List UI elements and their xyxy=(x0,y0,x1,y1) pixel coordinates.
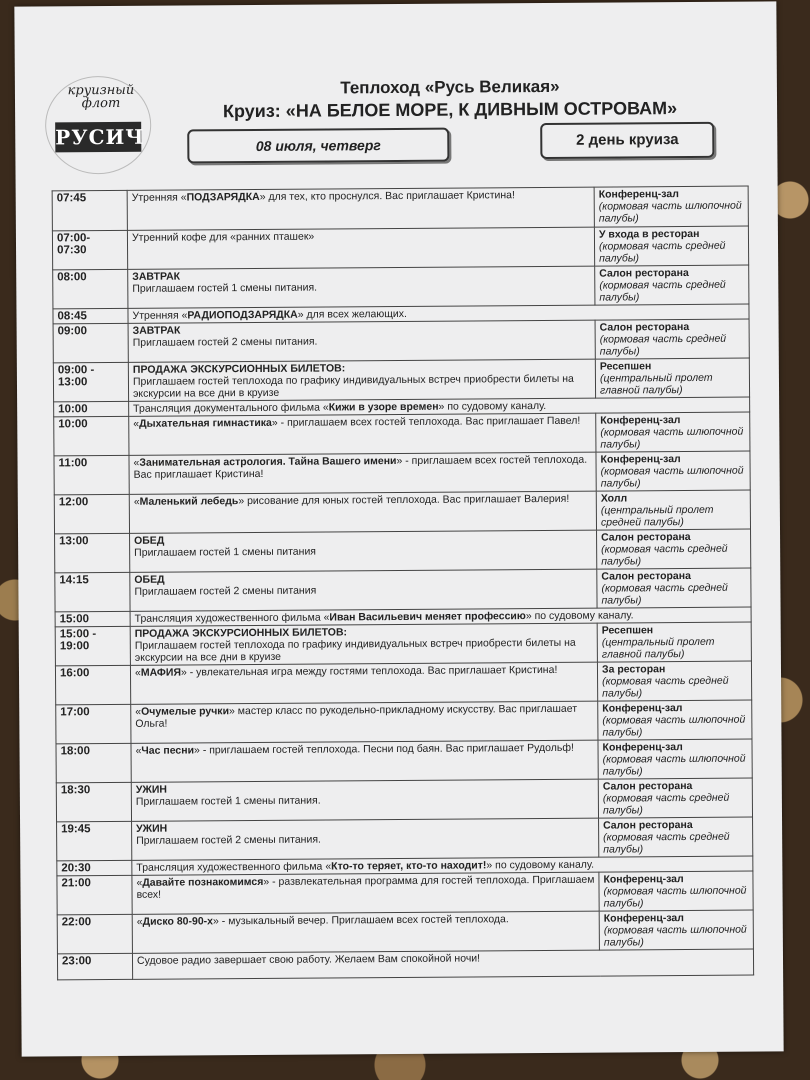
place-name: Конференц-зал xyxy=(598,188,679,201)
schedule-row xyxy=(55,568,751,612)
event-place xyxy=(595,358,749,398)
event-time: 08:00 xyxy=(53,269,128,309)
place-detail: (кормовая часть шлюпочной палубы) xyxy=(600,425,744,451)
place-name: Конференц-зал xyxy=(602,702,683,715)
schedule-row xyxy=(52,186,748,231)
cruise-title: Круиз: «НА БЕЛОЕ МОРЕ, К ДИВНЫМ ОСТРОВАМ» xyxy=(222,98,678,122)
event-place xyxy=(599,910,753,950)
place-detail: (центральный пролет средней палубы) xyxy=(600,503,714,529)
event-description: Трансляция художественного фильма «Кто-то теряет, кто-то находит!» по судовому каналу. xyxy=(132,856,753,875)
event-time: 10:00 xyxy=(54,401,129,417)
logo-caption: круизный флот xyxy=(67,82,135,112)
schedule-sheet xyxy=(14,1,783,1056)
event-place xyxy=(597,622,751,662)
event-description: «МАФИЯ» - увлекательная игра между гостями теплохода. Вас приглашает Кристина! xyxy=(130,662,597,704)
place-detail: (кормовая часть шлюпочной палубы) xyxy=(602,752,746,778)
place-detail: (центральный пролет главной палубы) xyxy=(599,371,713,397)
place-name: Ресепшен xyxy=(601,624,654,637)
event-description: «Занимательная астрология. Тайна Вашего имени» - приглашаем всех гостей теплохода. Вас приглашает Кристина! xyxy=(129,452,596,494)
event-description: ЗАВТРАК Приглашаем гостей 2 смены питания. xyxy=(128,320,595,362)
event-time: 09:00 - 13:00 xyxy=(53,362,128,402)
event-description: «Диско 80-90-х» - музыкальный вечер. Приглашаем всех гостей теплохода. xyxy=(132,911,599,953)
event-description: «Маленький лебедь» рисование для юных гостей теплохода. Вас приглашает Валерия! xyxy=(129,491,596,533)
schedule-row xyxy=(57,910,753,954)
event-time: 20:30 xyxy=(57,860,132,876)
event-description: ПРОДАЖА ЭКСКУРСИОННЫХ БИЛЕТОВ: Приглашаем гостей теплохода по графику индивидуальных встреч приобрести билеты на экскурсии на все дни в круизе xyxy=(130,623,597,665)
event-place xyxy=(597,529,751,569)
event-place xyxy=(597,568,751,608)
schedule-row xyxy=(54,451,750,495)
schedule-row xyxy=(55,529,751,573)
schedule-row xyxy=(55,661,751,705)
schedule-body xyxy=(52,186,753,980)
schedule-row xyxy=(56,778,752,822)
place-detail: (кормовая часть шлюпочной палубы) xyxy=(600,464,744,490)
event-description: Утренняя «ПОДЗАРЯДКА» для тех, кто проснулся. Вас приглашает Кристина! xyxy=(127,187,594,230)
event-place xyxy=(598,700,752,740)
event-place xyxy=(598,778,752,818)
place-detail: (кормовая часть средней палубы) xyxy=(602,791,730,817)
event-place xyxy=(595,265,749,305)
place-detail: (кормовая часть шлюпочной палубы) xyxy=(603,884,747,910)
place-name: Конференц-зал xyxy=(600,453,681,466)
schedule-row xyxy=(55,622,751,666)
place-name: Конференц-зал xyxy=(602,741,683,754)
place-detail: (кормовая часть средней палубы) xyxy=(603,830,730,856)
event-time: 13:00 xyxy=(55,533,130,573)
event-description: «Очумелые ручки» мастер класс по рукодельно-прикладному искусству. Вас приглашает Ольга! xyxy=(131,701,598,743)
event-description: ОБЕД Приглашаем гостей 2 смены питания xyxy=(130,569,597,611)
schedule-row xyxy=(57,817,753,861)
place-name: Конференц-зал xyxy=(603,873,684,886)
place-name: Салон ресторана xyxy=(603,818,693,832)
event-description: Утренний кофе для «ранних пташек» xyxy=(127,227,594,269)
place-detail: (центральный пролет главной палубы) xyxy=(601,635,715,661)
place-name: Салон ресторана xyxy=(601,530,691,544)
event-time: 19:45 xyxy=(57,821,132,861)
event-place xyxy=(596,412,750,452)
place-detail: (кормовая часть средней палубы) xyxy=(601,542,728,568)
event-place xyxy=(597,661,751,701)
place-detail: (кормовая часть средней палубы) xyxy=(599,332,727,358)
place-detail: (кормовая часть шлюпочной палубы) xyxy=(603,923,747,949)
schedule-row xyxy=(57,949,753,980)
event-place xyxy=(596,451,750,491)
schedule-row xyxy=(54,412,750,456)
place-detail: (кормовая часть шлюпочной палубы) xyxy=(598,199,742,225)
event-description: «Час песни» - приглашаем гостей теплохода. Песни под баян. Вас приглашает Рудольф! xyxy=(131,740,598,782)
event-description: Трансляция документального фильма «Кижи в узоре времен» по судовому каналу. xyxy=(129,397,750,416)
place-name: Холл xyxy=(600,492,628,505)
event-time: 14:15 xyxy=(55,572,130,612)
schedule-row xyxy=(53,319,749,363)
event-time: 07:00- 07:30 xyxy=(52,230,127,270)
event-description: ОБЕД Приглашаем гостей 1 смены питания xyxy=(130,530,597,572)
event-time: 10:00 xyxy=(54,416,129,456)
schedule-row xyxy=(57,871,753,915)
event-description: ПРОДАЖА ЭКСКУРСИОННЫХ БИЛЕТОВ: Приглашаем гостей теплохода по графику индивидуальных встреч приобрести билеты на экскурсии на все дни в круизе xyxy=(128,359,595,401)
place-detail: (кормовая часть средней палубы) xyxy=(598,239,726,265)
event-place xyxy=(596,490,750,530)
event-description: «Давайте познакомимся» - развлекательная программа для гостей теплохода. Приглашаем всех! xyxy=(132,872,599,914)
place-name: У входа в ресторан xyxy=(598,227,700,241)
event-time: 22:00 xyxy=(57,914,132,954)
event-time: 12:00 xyxy=(54,494,129,534)
event-description: «Дыхательная гимнастика» - приглашаем всех гостей теплохода. Вас приглашает Павел! xyxy=(129,413,596,455)
schedule-row xyxy=(53,265,749,309)
event-place xyxy=(594,186,748,227)
place-name: Салон ресторана xyxy=(602,779,693,793)
event-place xyxy=(599,871,753,911)
place-detail: (кормовая часть шлюпочной палубы) xyxy=(602,713,746,739)
event-time: 15:00 - 19:00 xyxy=(55,626,130,666)
cruise-day-box: 2 день круиза xyxy=(540,122,714,159)
schedule-row xyxy=(52,226,748,270)
event-place xyxy=(599,817,753,857)
event-place xyxy=(595,319,749,359)
place-detail: (кормовая часть средней палубы) xyxy=(602,674,729,700)
schedule-row xyxy=(56,700,752,744)
place-detail: (кормовая часть средней палубы) xyxy=(599,278,726,304)
event-description: Утренняя «РАДИОПОДЗАРЯДКА» для всех желающих. xyxy=(128,304,749,323)
place-name: Конференц-зал xyxy=(600,414,681,427)
event-description: УЖИН Приглашаем гостей 2 смены питания. xyxy=(132,818,599,860)
date-box: 08 июля, четверг xyxy=(187,128,449,164)
event-time: 08:45 xyxy=(53,308,128,324)
place-name: Ресепшен xyxy=(599,360,652,373)
place-name: Конференц-зал xyxy=(603,912,684,925)
event-time: 16:00 xyxy=(55,665,130,705)
place-name: Салон ресторана xyxy=(599,320,690,334)
event-time: 18:30 xyxy=(56,782,131,822)
event-place xyxy=(598,739,752,779)
event-time: 23:00 xyxy=(57,953,132,980)
schedule-row xyxy=(53,358,749,402)
event-description: Судовое радио завершает свою работу. Желаем Вам спокойной ночи! xyxy=(132,949,753,979)
event-time: 18:00 xyxy=(56,743,131,783)
event-place xyxy=(594,226,748,266)
logo-name: РУСИЧ xyxy=(55,122,141,153)
schedule-row xyxy=(54,490,750,534)
place-name: Салон ресторана xyxy=(601,569,691,583)
place-detail: (кормовая часть средней палубы) xyxy=(601,581,728,607)
event-time: 17:00 xyxy=(56,704,131,744)
rusich-logo xyxy=(43,76,154,177)
ship-title: Теплоход «Русь Великая» xyxy=(340,76,560,98)
place-name: За ресторан xyxy=(601,663,666,676)
event-time: 15:00 xyxy=(55,611,130,627)
event-time: 11:00 xyxy=(54,455,129,495)
schedule-table xyxy=(52,186,754,981)
event-time: 07:45 xyxy=(52,190,127,231)
event-time: 21:00 xyxy=(57,875,132,915)
event-description: Трансляция художественного фильма «Иван Васильевич меняет профессию» по судовому каналу. xyxy=(130,607,751,626)
event-description: УЖИН Приглашаем гостей 1 смены питания. xyxy=(131,779,598,821)
event-description: ЗАВТРАК Приглашаем гостей 1 смены питания. xyxy=(128,266,595,308)
place-name: Салон ресторана xyxy=(599,266,689,280)
schedule-row xyxy=(56,739,752,783)
event-time: 09:00 xyxy=(53,323,128,363)
